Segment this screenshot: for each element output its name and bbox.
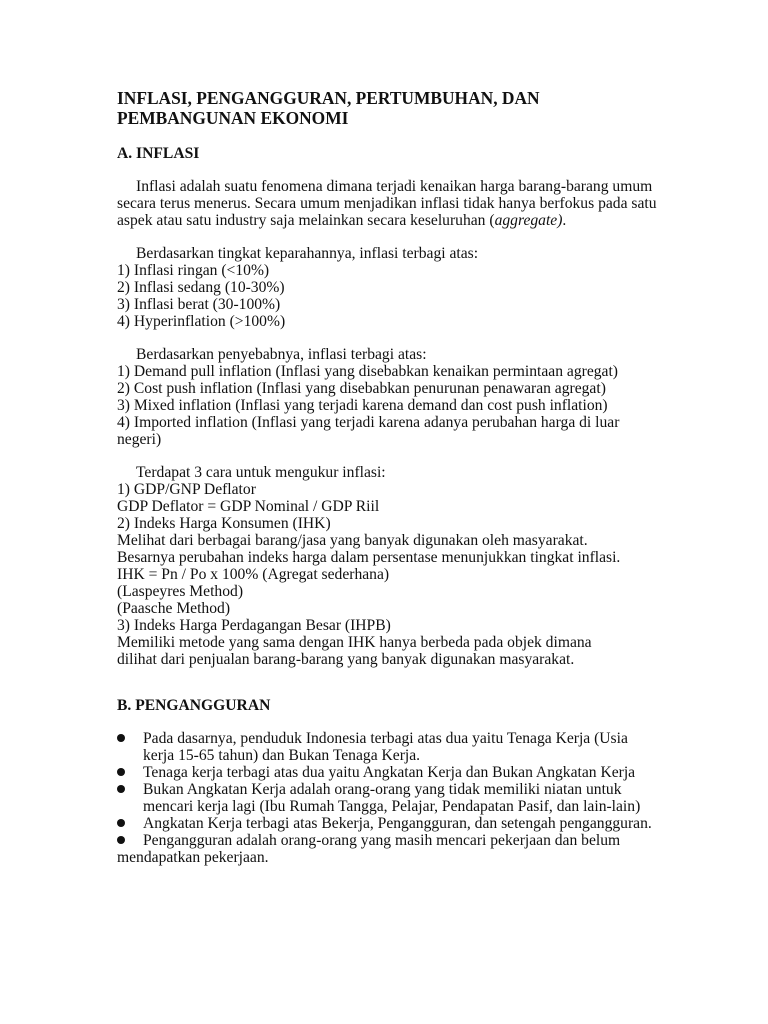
section-a-heading: A. INFLASI: [117, 145, 200, 162]
measure-line: Memiliki metode yang sama dengan IHK hanya berbeda pada objek dimana: [117, 634, 592, 651]
list-item: 2) Cost push inflation (Inflasi yang disebabkan penurunan penawaran agregat): [117, 380, 606, 397]
bullet-text: Bukan Angkatan Kerja adalah orang-orang yang tidak memiliki niatan untuk: [143, 781, 622, 798]
inflation-intro-paragraph: [117, 178, 677, 229]
list-item: [117, 781, 677, 798]
measure-line: Besarnya perubahan indeks harga dalam persentase menunjukkan tingkat inflasi.: [117, 549, 621, 566]
title-line-2: PEMBANGUNAN EKONOMI: [117, 108, 349, 128]
severity-list: [117, 245, 677, 330]
section-b-heading: B. PENGANGGURAN: [117, 697, 271, 714]
list-item: 1) Demand pull inflation (Inflasi yang disebabkan kenaikan permintaan agregat): [117, 363, 618, 380]
list-item: 1) Inflasi ringan (<10%): [117, 262, 270, 279]
bullet-text: Tenaga kerja terbagi atas dua yaitu Angkatan Kerja dan Bukan Angkatan Kerja: [143, 764, 636, 781]
measurement-section: [117, 464, 677, 668]
measure-line: IHK = Pn / Po x 100% (Agregat sederhana): [117, 566, 390, 583]
list-lead: Terdapat 3 cara untuk mengukur inflasi:: [136, 464, 386, 481]
measure-line: Melihat dari berbagai barang/jasa yang banyak digunakan oleh masyarakat.: [117, 532, 588, 549]
bullet-continuation: mencari kerja lagi (Ibu Rumah Tangga, Pelajar, Pendapatan Pasif, dan lain-lain): [143, 798, 641, 815]
measure-line: (Paasche Method): [117, 600, 231, 617]
list-item: 3) Mixed inflation (Inflasi yang terjadi karena demand dan cost push inflation): [117, 397, 608, 414]
bullet-icon: [117, 734, 125, 742]
bullet-icon: [117, 785, 125, 793]
bullet-continuation: kerja 15-65 tahun) dan Bukan Tenaga Kerja.: [143, 747, 421, 764]
list-item: 2) Inflasi sedang (10-30%): [117, 279, 285, 296]
measure-line: 1) GDP/GNP Deflator: [117, 481, 256, 498]
bullet-icon: [117, 768, 125, 776]
list-item: [117, 730, 677, 747]
measure-line: 3) Indeks Harga Perdagangan Besar (IHPB): [117, 617, 391, 634]
measure-line: (Laspeyres Method): [117, 583, 244, 600]
title-line-1: INFLASI, PENGANGGURAN, PERTUMBUHAN, DAN: [117, 88, 540, 108]
paragraph-line: Inflasi adalah suatu fenomena dimana terjadi kenaikan harga barang-barang umum: [136, 178, 653, 195]
list-item: [117, 815, 677, 832]
list-item: [117, 764, 677, 781]
list-item: 3) Inflasi berat (30-100%): [117, 296, 281, 313]
list-item: [117, 832, 677, 849]
list-lead: Berdasarkan penyebabnya, inflasi terbagi atas:: [136, 346, 427, 363]
list-item: 4) Imported inflation (Inflasi yang terjadi karena adanya perubahan harga di luar: [117, 414, 620, 431]
list-item: negeri): [117, 431, 162, 448]
paragraph-text: aspek atau satu industry saja melainkan secara keseluruhan (: [117, 212, 495, 229]
document-title: [117, 88, 677, 128]
bullet-text: Pada dasarnya, penduduk Indonesia terbagi atas dua yaitu Tenaga Kerja (Usia: [143, 730, 628, 747]
bullet-continuation: mendapatkan pekerjaan.: [117, 849, 269, 866]
measure-line: 2) Indeks Harga Konsumen (IHK): [117, 515, 331, 532]
causes-list: [117, 346, 677, 448]
paragraph-text: .: [562, 212, 567, 229]
list-item: 4) Hyperinflation (>100%): [117, 313, 286, 330]
bullet-icon: [117, 836, 125, 844]
list-lead: Berdasarkan tingkat keparahannya, inflasi terbagi atas:: [136, 245, 479, 262]
bullet-text: Pengangguran adalah orang-orang yang masih mencari pekerjaan dan belum: [143, 832, 621, 849]
italic-term: aggregate): [494, 212, 563, 229]
unemployment-bullet-list: [117, 730, 677, 866]
bullet-text: Angkatan Kerja terbagi atas Bekerja, Pengangguran, dan setengah pengangguran.: [143, 815, 652, 832]
measure-line: GDP Deflator = GDP Nominal / GDP Riil: [117, 498, 380, 515]
paragraph-line: secara terus menerus. Secara umum menjadikan inflasi tidak hanya berfokus pada satu: [117, 195, 657, 212]
paragraph-line: [117, 212, 677, 229]
measure-line: dilihat dari penjualan barang-barang yang banyak digunakan masyarakat.: [117, 651, 575, 668]
bullet-icon: [117, 819, 125, 827]
